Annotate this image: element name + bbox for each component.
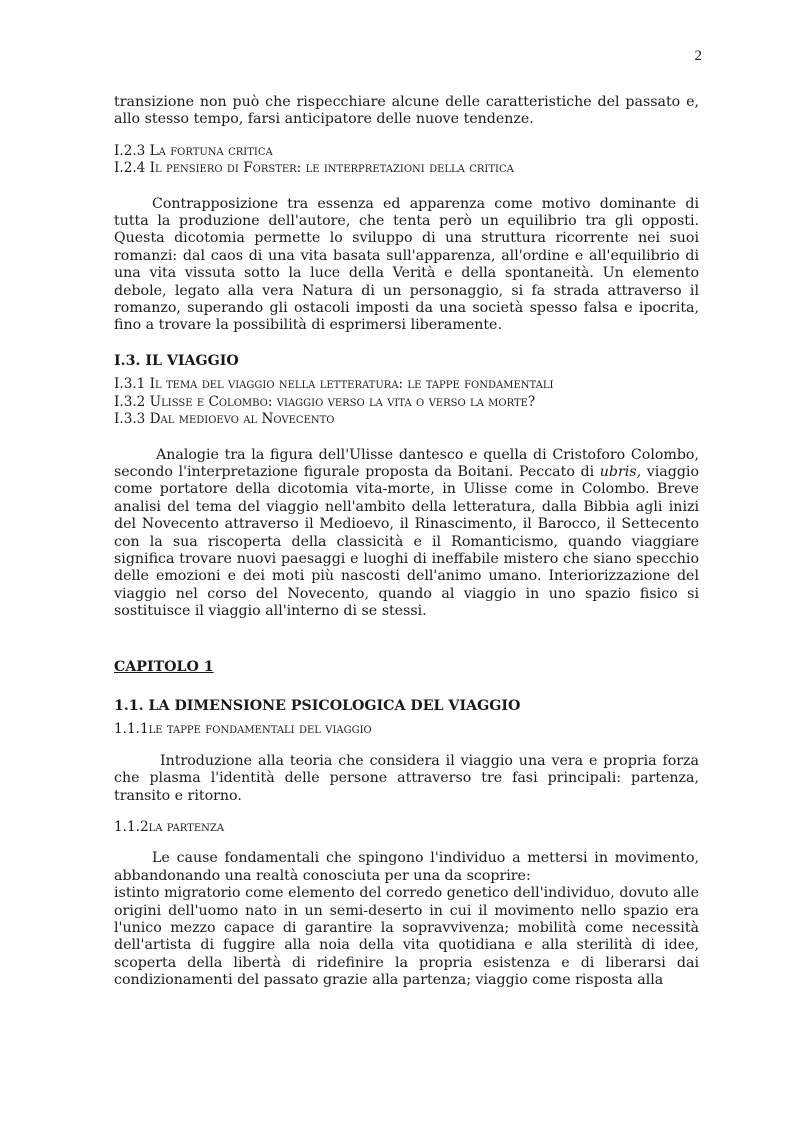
toc-entry-i-3-2: I.3.2 Ulisse e Colombo: viaggio verso la vita o verso la morte? xyxy=(114,393,536,410)
paragraph-forster: Contrapposizione tra essenza ed apparenza come motivo dominante di tutta la produzione dell'autore, che tenta però un equilibrio tra gli opposti. Questa dicotomia permette lo sviluppo di una struttura ricorrente nei suoi romanzi: dal caos di una vita basata sull'apparenza, all'ordine e all'equilibrio di una vita vissuta sotto la luce della Verità e della spontaneità. Un elemento debole, legato alla vera Natura di un personaggio, si fa strada attraverso il romanzo, superando gli ostacoli imposti da una società spesso falsa e ipocrita, fino a trovare la possibilità di esprimersi liberamente. xyxy=(114,195,699,334)
toc-entry-i-2-3: I.2.3 La fortuna critica xyxy=(114,142,273,159)
subsection-1-1-1: 1.1.1le tappe fondamentali del viaggio xyxy=(114,721,372,738)
page-body xyxy=(114,94,699,990)
toc-entry-i-3-3: I.3.3 Dal medioevo al Novecento xyxy=(114,411,335,428)
section-heading-dimensione: 1.1. LA DIMENSIONE PSICOLOGICA DEL VIAGGIO xyxy=(114,697,521,714)
intro-paragraph: transizione non può che rispecchiare alcune delle caratteristiche del passato e, allo stesso tempo, farsi anticipatore delle nuove tendenze. xyxy=(114,94,699,128)
subsection-1-1-2: 1.1.2la partenza xyxy=(114,819,225,835)
paragraph-ulisse: Analogie tra la figura dell'Ulisse dantesco e quella di Cristoforo Colombo, secondo l'interpretazione figurale proposta da Boitani. Peccato di ubris, viaggio come portatore della dicotomia vita-morte, in Ulisse come in Colombo. Breve analisi del tema del viaggio nell'ambito della letteratura, dalla Bibbia agli inizi del Novecento attraverso il Medioevo, il Rinascimento, il Barocco, il Settecento con la sua riscoperta della classicità e il Romanticismo, quando viaggiare significa trovare nuovi paesaggi e luoghi di ineffabile mistero che siano specchio delle emozioni e dei moti più nascosti dell'animo umano. Interiorizzazione del viaggio nel corso del Novecento, quando al viaggio in uno spazio fisico si sostituisce il viaggio all'interno di se stessi. xyxy=(114,446,699,620)
toc-entry-i-3-1: I.3.1 Il tema del viaggio nella letteratura: le tappe fondamentali xyxy=(114,376,554,393)
section-heading-viaggio: I.3. IL VIAGGIO xyxy=(114,352,239,369)
paragraph-cause: Le cause fondamentali che spingono l'individuo a mettersi in movimento, abbandonando una realtà conosciuta per una da scoprire: xyxy=(114,850,699,884)
paragraph-intro-teoria: Introduzione alla teoria che considera il viaggio una vera e propria forza che plasma l'identità delle persone attraverso tre fasi principali: partenza, transito e ritorno. xyxy=(114,752,699,804)
page-number: 2 xyxy=(694,48,702,64)
chapter-title: CAPITOLO 1 xyxy=(114,658,214,675)
toc-entry-i-2-4: I.2.4 Il pensiero di Forster: le interpretazioni della critica xyxy=(114,160,514,177)
paragraph-cause-continued: istinto migratorio come elemento del corredo genetico dell'individuo, dovuto alle origini dell'uomo nato in un semi-deserto in cui il movimento nello spazio era l'unico mezzo capace di garantire la sopravvivenza; mobilità come necessità dell'artista di fuggire alla noia della vita quotidiana e alla sterilità di idee, scoperta della libertà di ridefinire la propria esistenza e di liberarsi dai condizionamenti del passato grazie alla partenza; viaggio come risposta alla xyxy=(114,885,699,989)
italic-word: ubris, xyxy=(599,463,642,480)
